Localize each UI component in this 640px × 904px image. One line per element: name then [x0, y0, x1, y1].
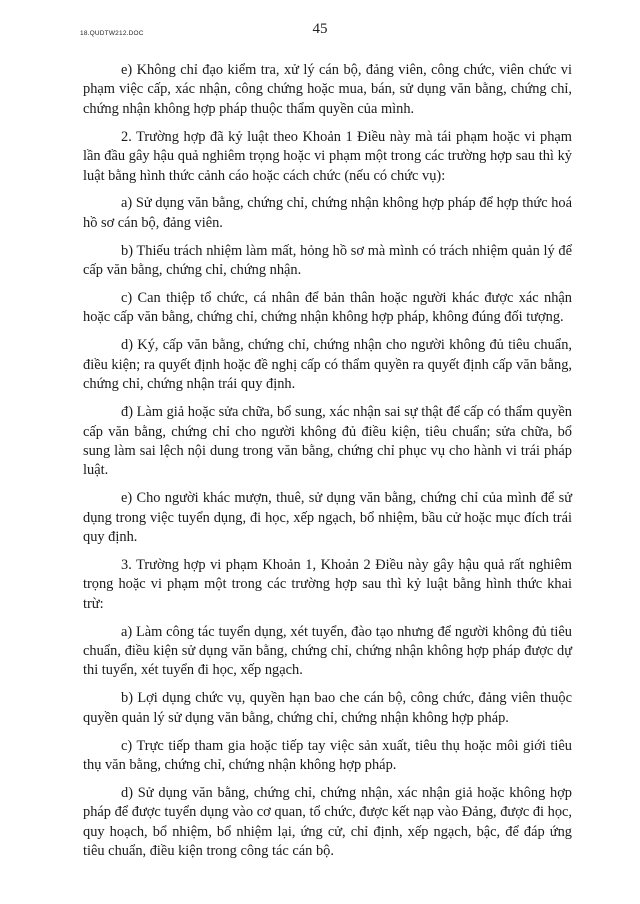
paragraph-2e: e) Cho người khác mượn, thuê, sử dụng văn bằng, chứng chỉ của mình để sử dụng trong việc tuyển dụng, đi học, xếp ngạch, bổ nhiệm, bầu cử hoặc mục đích trái quy định.: [83, 490, 572, 546]
paragraph-clause-2: 2. Trường hợp đã kỷ luật theo Khoản 1 Điều này mà tái phạm hoặc vi phạm lần đầu gây hậu quả nghiêm trọng hoặc vi phạm một trong các trường hợp sau thì kỷ luật bằng hình thức cảnh cáo hoặc cách chức (nếu có chức vụ):: [83, 128, 572, 184]
paragraph-3b: b) Lợi dụng chức vụ, quyền hạn bao che cán bộ, công chức, đảng viên thuộc quyền quản lý sử dụng văn bằng, chứng chỉ, chứng nhận không hợp pháp.: [83, 690, 572, 726]
paragraph-2d: d) Ký, cấp văn bằng, chứng chỉ, chứng nhận cho người không đủ tiêu chuẩn, điều kiện; ra quyết định hoặc đề nghị cấp có thẩm quyền ra quyết định cấp văn bằng, chứng chỉ, chứng nhận trái quy định.: [83, 337, 572, 393]
document-file-label: 18.QUDTW212.DOC: [80, 30, 144, 37]
page-number: 45: [312, 21, 328, 37]
paragraph-1e: e) Không chỉ đạo kiểm tra, xử lý cán bộ, đảng viên, công chức, viên chức vi phạm việc cấp, xác nhận, công chứng hoặc mua, bán, sử dụng văn bằng, chứng chỉ, chứng nhận không hợp pháp thuộc thẩm quyền của mình.: [83, 62, 572, 117]
paragraph-2b: b) Thiếu trách nhiệm làm mất, hỏng hồ sơ mà mình có trách nhiệm quản lý để cấp văn bằng, chứng chỉ, chứng nhận.: [83, 242, 572, 279]
paragraph-2c: c) Can thiệp tổ chức, cá nhân để bản thân hoặc người khác được xác nhận hoặc cấp văn bằng, chứng chỉ, chứng nhận không hợp pháp, không đúng đối tượng.: [83, 290, 572, 326]
paragraph-3d: d) Sử dụng văn bằng, chứng chỉ, chứng nhận, xác nhận giả hoặc không hợp pháp để được tuyển dụng vào cơ quan, tổ chức, được kết nạp vào Đảng, được đi học, quy hoạch, bổ nhiệm, bổ nhiệm lại, ứng cử, chỉ định, xếp ngạch, bậc, để đáp ứng tiêu chuẩn, điều kiện trong công tác cán bộ.: [83, 785, 572, 860]
paragraph-2a: a) Sử dụng văn bằng, chứng chỉ, chứng nhận không hợp pháp để hợp thức hoá hồ sơ cán bộ, đảng viên.: [83, 195, 572, 231]
paragraph-3c: c) Trực tiếp tham gia hoặc tiếp tay việc sản xuất, tiêu thụ hoặc môi giới tiêu thụ văn bằng, chứng chỉ, chứng nhận không hợp pháp.: [83, 737, 572, 774]
paragraph-2dd: đ) Làm giả hoặc sửa chữa, bổ sung, xác nhận sai sự thật để cấp có thẩm quyền cấp văn bằng, chứng chỉ cho người không đủ điều kiện, tiêu chuẩn; sửa chữa, bổ sung làm sai lệch nội dung trong văn bằng, chứng chỉ phục vụ cho hành vi trái pháp luật.: [83, 404, 572, 479]
paragraph-3a: a) Làm công tác tuyển dụng, xét tuyển, đào tạo nhưng để người không đủ tiêu chuẩn, điều kiện sử dụng văn bằng, chứng chỉ, chứng nhận không hợp pháp được dự thi tuyển, xét tuyển đi học, xếp ngạch.: [83, 623, 572, 679]
paragraph-clause-3: 3. Trường hợp vi phạm Khoản 1, Khoản 2 Điều này gây hậu quả rất nghiêm trọng hoặc vi phạm một trong các trường hợp sau thì kỷ luật bằng hình thức khai trừ:: [83, 556, 572, 612]
document-body: [83, 61, 572, 870]
